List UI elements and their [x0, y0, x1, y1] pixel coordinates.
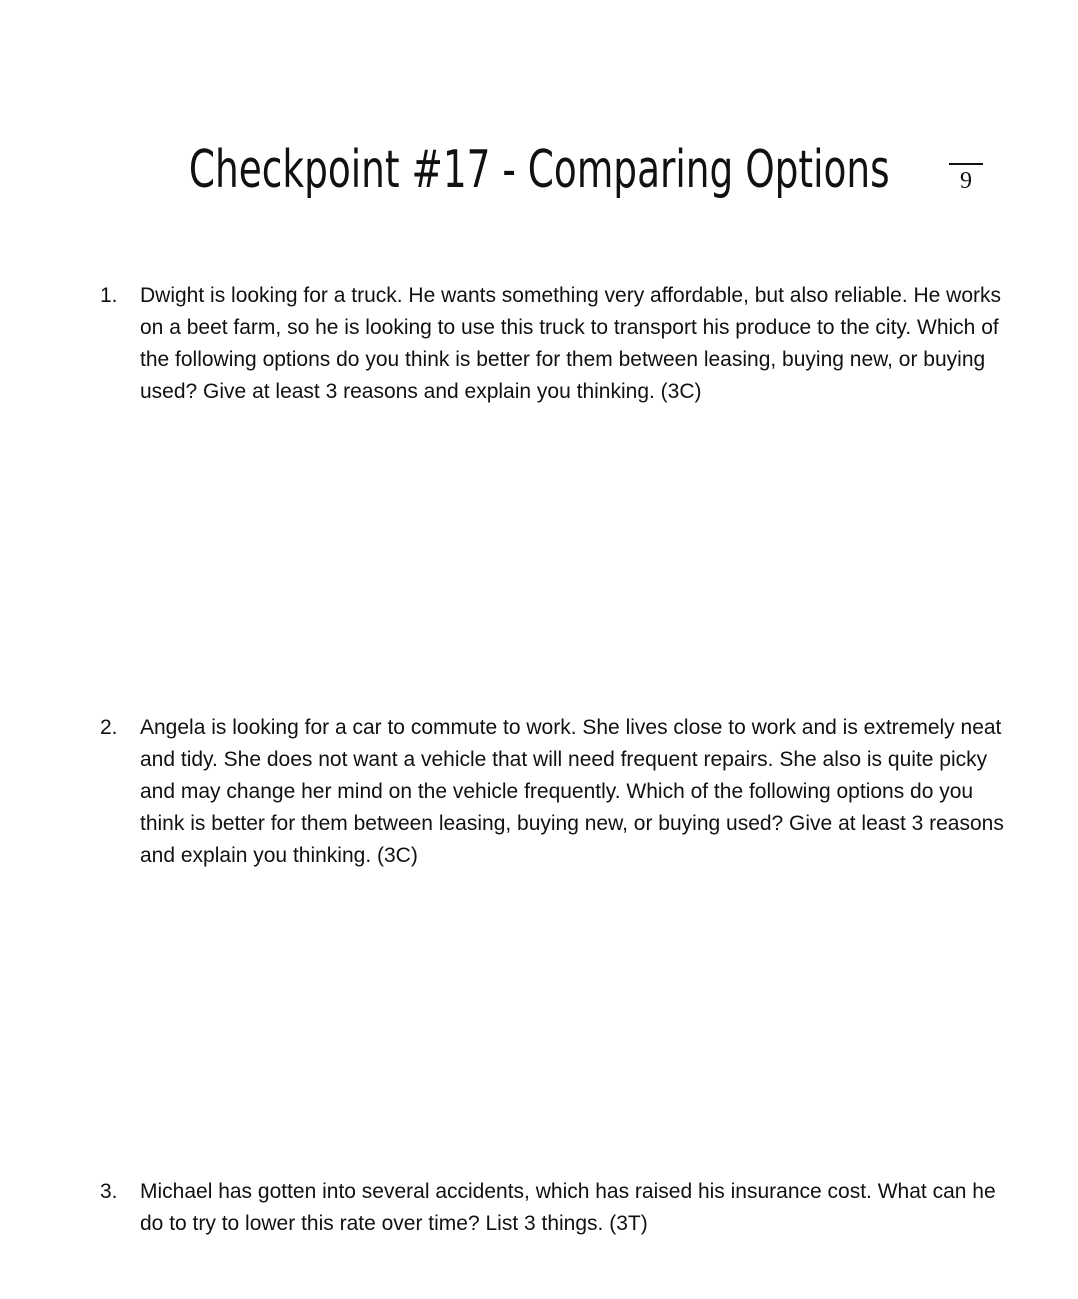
question-number: 1.	[100, 284, 118, 307]
page-title: Checkpoint #17 - Comparing Options	[188, 140, 890, 200]
score-box	[948, 163, 984, 193]
question-text: Michael has gotten into several accidents, which has raised his insurance cost. What can he do to try to lower this rate over time? List 3 things. (3T)	[140, 1180, 996, 1235]
question-3	[100, 1176, 1020, 1240]
question-text: Dwight is looking for a truck. He wants something very affordable, but also reliable. He works on a beet farm, so he is looking to use this truck to transport his produce to the city. Which of the following options do you think is better for them between leasing, buying new, or buying used? Give at least 3 reasons and explain you thinking. (3C)	[140, 284, 1002, 403]
question-2	[100, 712, 1020, 872]
score-blank-line	[949, 163, 983, 165]
score-total: 9	[960, 168, 972, 194]
question-text: Angela is looking for a car to commute to work. She lives close to work and is extremely neat and tidy. She does not want a vehicle that will need frequent repairs. She also is quite picky and may change her mind on the vehicle frequently. Which of the following options do you think is better for them between leasing, buying new, or buying used? Give at least 3 reasons and explain you thinking. (3C)	[140, 716, 1004, 867]
question-number: 2.	[100, 716, 118, 739]
question-number: 3.	[100, 1180, 118, 1203]
question-1	[100, 280, 1020, 408]
